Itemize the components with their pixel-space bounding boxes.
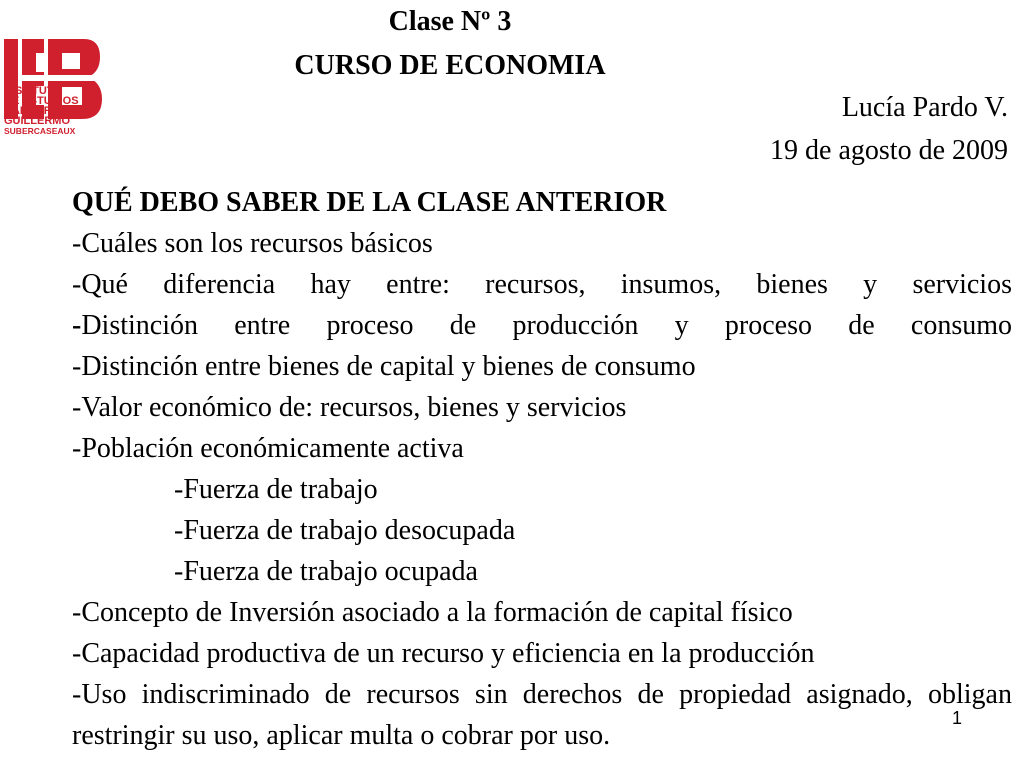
class-title: Clase Nº 3 (388, 6, 512, 37)
date: 19 de agosto de 2009 (770, 135, 1008, 166)
logo-line-2: DE ESTUDIOS (4, 95, 79, 107)
logo-line-5: SUBERCASEAUX (4, 126, 76, 136)
page-number: 1 (952, 708, 963, 728)
logo-text (4, 86, 104, 136)
list-item: -Población económicamente activa (72, 433, 464, 464)
list-item: -Capacidad productiva de un recurso y eficiencia en la producción (72, 638, 815, 669)
list-item-paragraph: -Uso indiscriminado de recursos sin derechos de propiedad asignado, obligan restringir su uso, aplicar multa o cobrar por uso. (72, 679, 1012, 751)
section-heading: QUÉ DEBO SABER DE LA CLASE ANTERIOR (72, 187, 667, 218)
list-item: -Qué diferencia hay entre: recursos, insumos, bienes y servicios (72, 269, 1012, 300)
course-title: CURSO DE ECONOMIA (294, 50, 606, 81)
logo-line-3: BANCARIOS (4, 105, 71, 117)
list-item: -Cuáles son los recursos básicos (72, 228, 433, 259)
sub-list-item: -Fuerza de trabajo (174, 474, 378, 505)
slide-content (72, 182, 1012, 756)
bold-dash: - (72, 310, 82, 341)
list-item: -Distinción entre bienes de capital y bienes de consumo (72, 351, 696, 382)
list-item (72, 305, 1012, 346)
logo-line-4: GUILLERMO (4, 115, 70, 127)
sub-list-item: -Fuerza de trabajo desocupada (174, 515, 516, 546)
logo-line-1: INSTITUTO (4, 85, 62, 97)
author-name: Lucía Pardo V. (841, 92, 1008, 123)
list-item: -Concepto de Inversión asociado a la formación de capital físico (72, 597, 793, 628)
sub-list-item: -Fuerza de trabajo ocupada (174, 556, 478, 587)
list-item: -Valor económico de: recursos, bienes y servicios (72, 392, 627, 423)
list-item-text: Distinción entre proceso de producción y proceso de consumo (81, 310, 1012, 341)
